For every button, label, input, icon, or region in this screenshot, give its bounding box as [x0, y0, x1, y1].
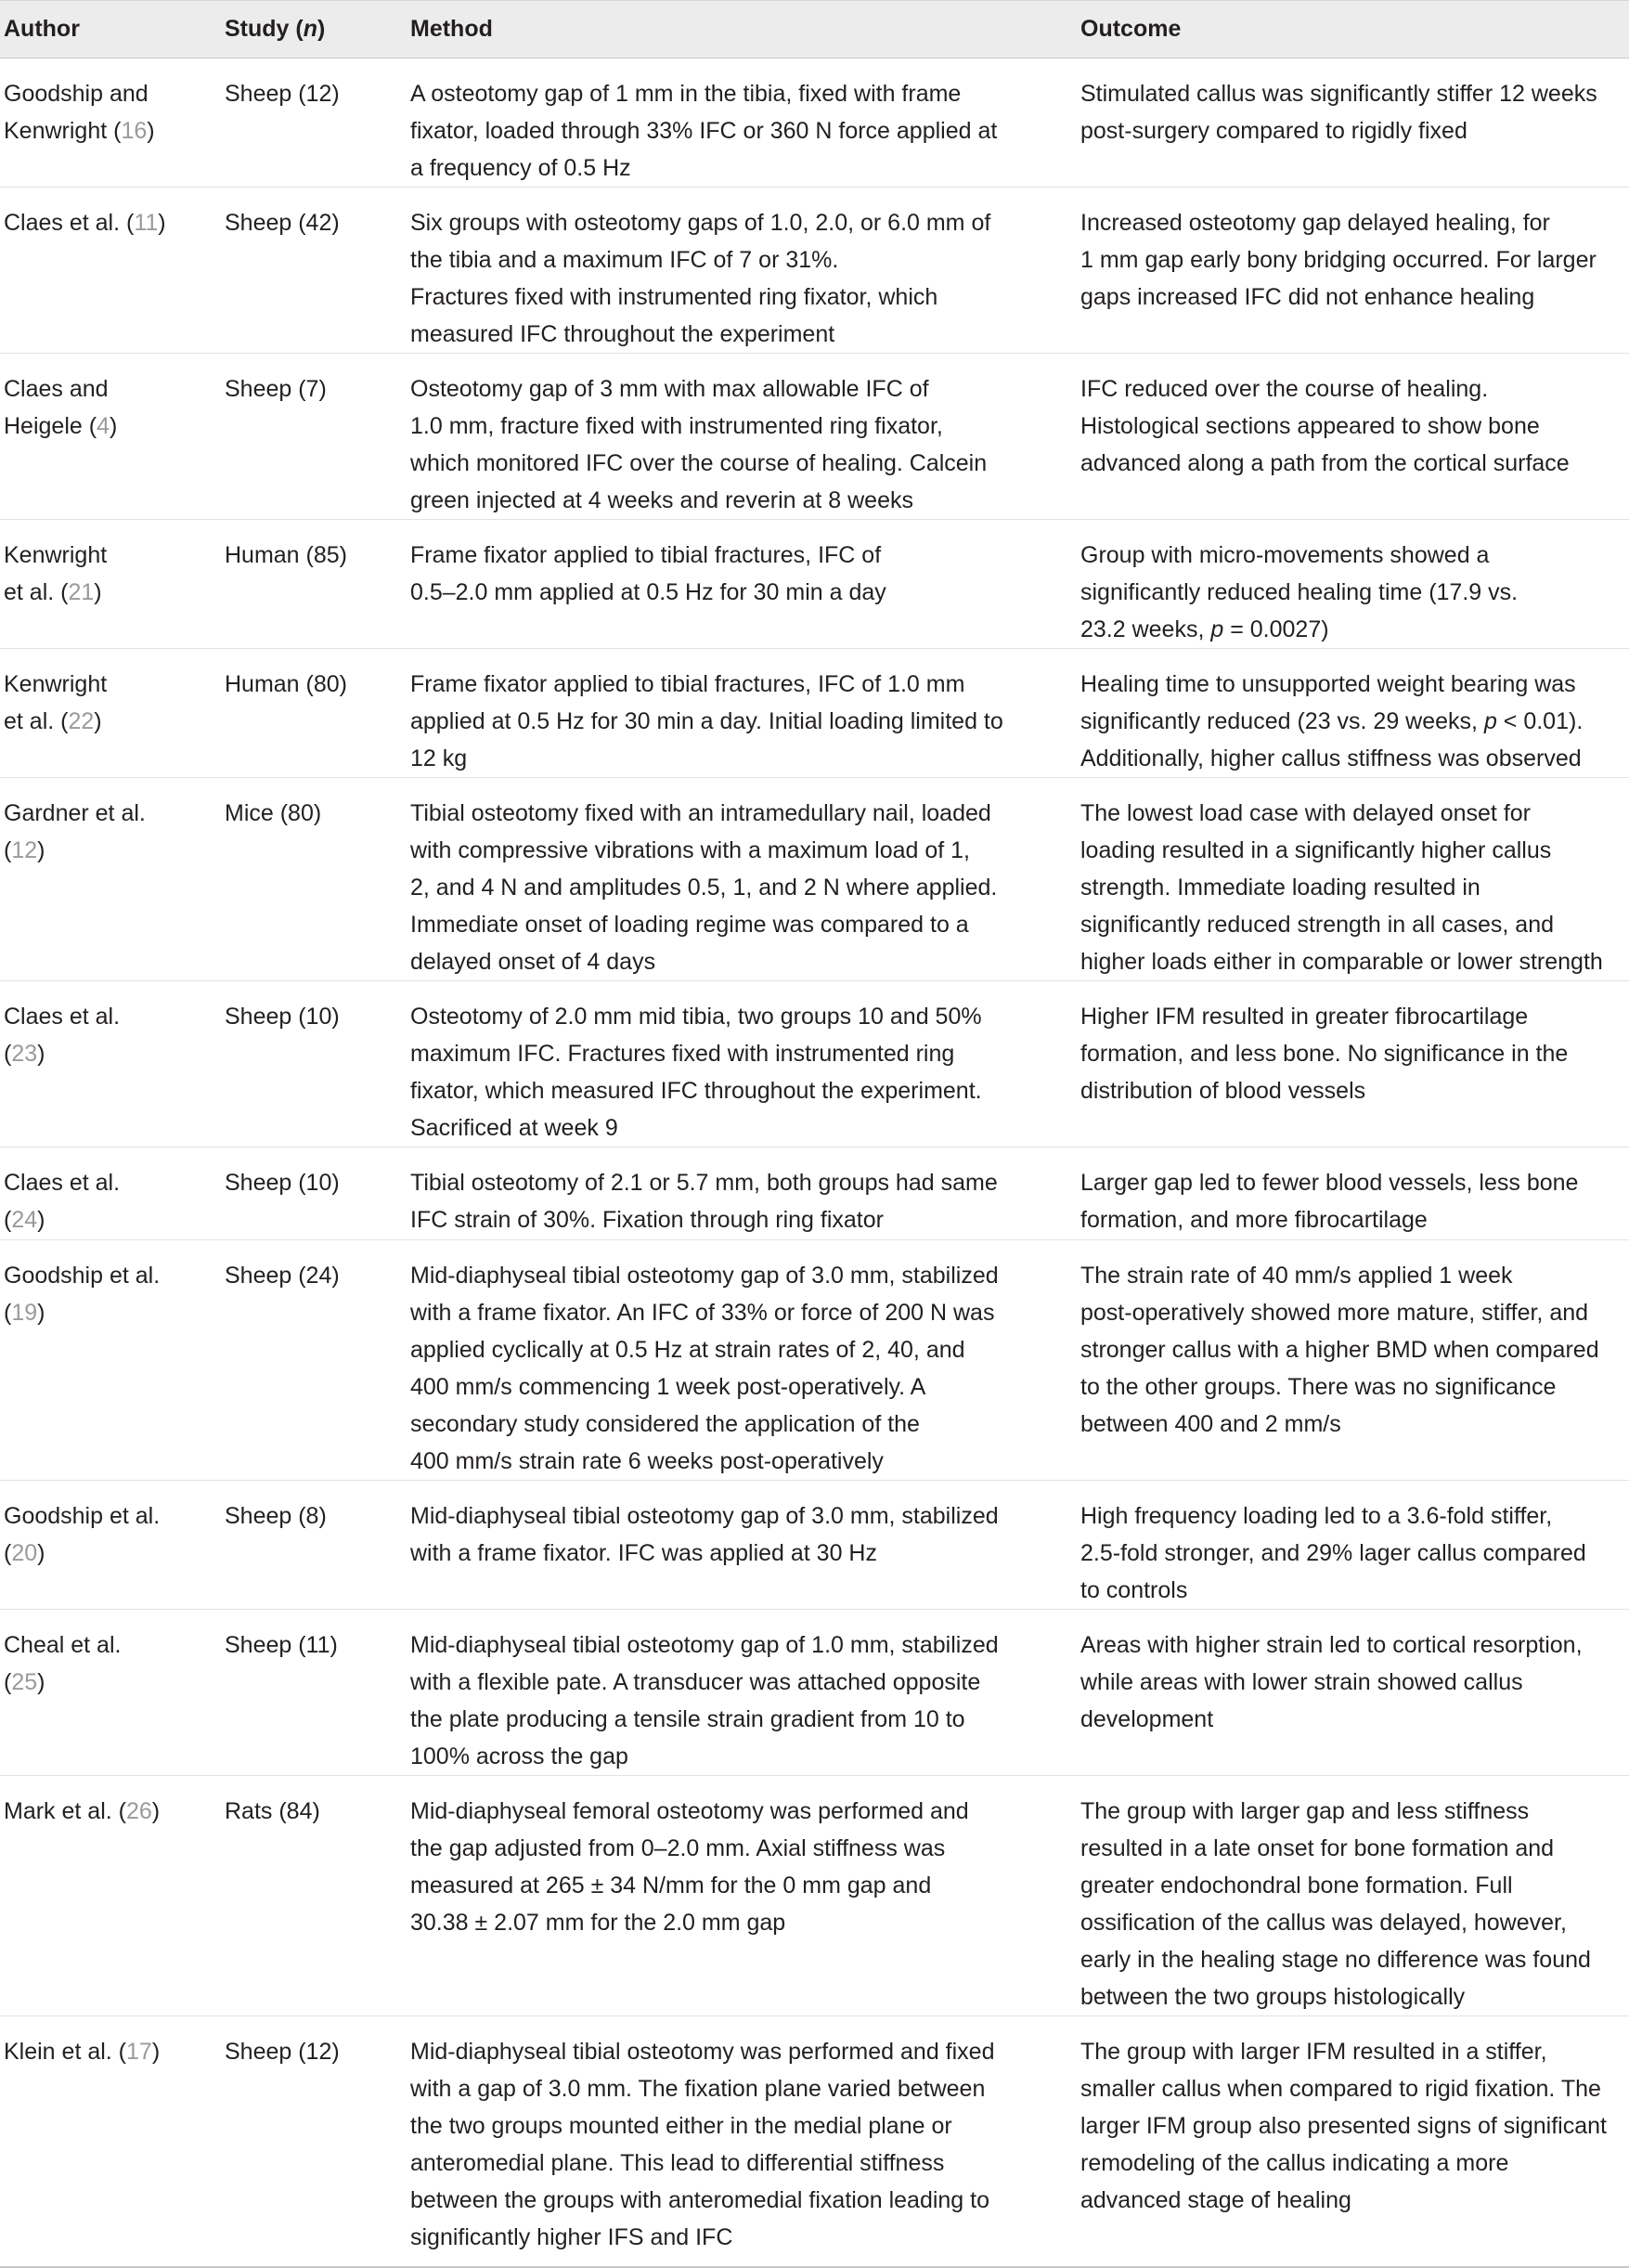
author-name: Kenwright et al. ( [4, 671, 108, 734]
author-text [4, 1632, 121, 1695]
author-text [4, 542, 107, 605]
author-name: Klein et al. ( [4, 2039, 127, 2065]
method-cell: Frame fixator applied to tibial fractures, IFC of 1.0 mm applied at 0.5 Hz for 30 min a day. Initial loading limited to 12 kg [410, 649, 1080, 778]
table-row [0, 1481, 1629, 1610]
study-header-n: n [303, 16, 317, 42]
header-row [0, 1, 1629, 58]
method-cell: Six groups with osteotomy gaps of 1.0, 2.0, or 6.0 mm of the tibia and a maximum IFC of 7 or 31%. Fractures fixed with instrumented ring fixator, which measured IFC throughout the experiment [410, 188, 1080, 354]
author-cell [0, 649, 225, 778]
method-cell: A osteotomy gap of 1 mm in the tibia, fixed with frame fixator, loaded through 33% IFC or 360 N force applied at a frequency of 0.5 Hz [410, 58, 1080, 188]
author-text [4, 800, 146, 863]
author-ref-close: ) [37, 1540, 45, 1566]
author-ref-close: ) [147, 118, 155, 144]
column-header-method: Method [410, 1, 1080, 58]
table-row [0, 2016, 1629, 2267]
study-header-prefix: Study ( [225, 16, 304, 42]
reference-link[interactable]: 22 [68, 708, 95, 734]
p-value-symbol: p [1483, 708, 1497, 734]
study-cell: Human (80) [225, 649, 410, 778]
study-header-suffix: ) [317, 16, 326, 42]
author-ref-close: ) [158, 210, 166, 236]
author-name: Kenwright et al. ( [4, 542, 108, 605]
outcome-cell: Stimulated callus was significantly stiffer 12 weeks post-surgery compared to rigidly fixed [1080, 58, 1629, 188]
method-cell: Mid-diaphyseal femoral osteotomy was performed and the gap adjusted from 0–2.0 mm. Axial stiffness was measured at 265 ± 34 N/mm for the 0 mm gap and 30.38 ± 2.07 mm for the 2.0 mm gap [410, 1776, 1080, 2016]
outcome-cell [1080, 520, 1629, 649]
author-ref-close: ) [94, 708, 102, 734]
outcome-text-end: = 0.0027) [1223, 616, 1329, 642]
table-row [0, 188, 1629, 354]
table-header [0, 1, 1629, 58]
author-ref-close: ) [151, 2039, 161, 2065]
outcome-cell: The group with larger gap and less stiffness resulted in a late onset for bone formation and greater endochondral bone formation. Full ossification of the callus was delayed, however, early in the healing stage no difference was found between the two groups histologically [1080, 1776, 1629, 2016]
reference-link[interactable]: 4 [97, 413, 110, 439]
author-text [4, 1263, 160, 1326]
author-ref-close: ) [109, 413, 118, 439]
author-ref-close: ) [37, 1669, 45, 1695]
p-value-symbol: p [1210, 616, 1224, 642]
study-cell: Sheep (10) [225, 981, 410, 1147]
column-header-author: Author [0, 1, 225, 58]
author-text [4, 210, 166, 236]
outcome-cell: Larger gap led to fewer blood vessels, less bone formation, and more fibrocartilage [1080, 1147, 1629, 1240]
outcome-cell: High frequency loading led to a 3.6-fold stiffer, 2.5-fold stronger, and 29% lager callus compared to controls [1080, 1481, 1629, 1610]
author-name: Claes and Heigele ( [4, 376, 109, 439]
method-cell: Tibial osteotomy fixed with an intramedullary nail, loaded with compressive vibrations with a maximum load of 1, 2, and 4 N and amplitudes 0.5, 1, and 2 N where applied. Immediate onset of loading regime was compared to a delayed onset of 4 days [410, 778, 1080, 981]
author-ref-close: ) [37, 1041, 45, 1067]
table-row [0, 520, 1629, 649]
study-cell: Rats (84) [225, 1776, 410, 2016]
author-text [4, 1503, 160, 1566]
method-cell: Osteotomy gap of 3 mm with max allowable IFC of 1.0 mm, fracture fixed with instrumented ring fixator, which monitored IFC over the course of healing. Calcein green injected at 4 weeks and reverin at 8 weeks [410, 354, 1080, 520]
study-cell: Sheep (8) [225, 1481, 410, 1610]
author-ref-close: ) [37, 1300, 45, 1326]
author-text [4, 1170, 120, 1233]
reference-link[interactable]: 21 [68, 579, 95, 605]
study-cell: Human (85) [225, 520, 410, 649]
outcome-cell: Increased osteotomy gap delayed healing, for 1 mm gap early bony bridging occurred. For larger gaps increased IFC did not enhance healing [1080, 188, 1629, 354]
method-cell: Mid-diaphyseal tibial osteotomy gap of 3.0 mm, stabilized with a frame fixator. IFC was applied at 30 Hz [410, 1481, 1080, 1610]
outcome-text-end: < 0.01). Additionally, higher callus stiffness was observed [1080, 708, 1584, 771]
author-name: Claes et al. ( [4, 210, 135, 236]
author-name: Goodship et al. ( [4, 1263, 161, 1326]
study-cell: Sheep (10) [225, 1147, 410, 1240]
method-cell: Tibial osteotomy of 2.1 or 5.7 mm, both groups had same IFC strain of 30%. Fixation through ring fixator [410, 1147, 1080, 1240]
author-ref-close: ) [37, 837, 45, 863]
table-row [0, 1147, 1629, 1240]
author-name: Claes et al. ( [4, 1004, 121, 1067]
study-cell: Sheep (7) [225, 354, 410, 520]
method-cell: Frame fixator applied to tibial fractures, IFC of 0.5–2.0 mm applied at 0.5 Hz for 30 min a day [410, 520, 1080, 649]
author-cell [0, 1776, 225, 2016]
reference-link[interactable]: 12 [11, 837, 38, 863]
outcome-cell: Areas with higher strain led to cortical resorption, while areas with lower strain showed callus development [1080, 1610, 1629, 1776]
outcome-text: Healing time to unsupported weight bearing was significantly reduced (23 vs. 29 weeks, [1080, 671, 1576, 734]
author-text [4, 2039, 160, 2065]
outcome-cell: The group with larger IFM resulted in a stiffer, smaller callus when compared to rigid fixation. The larger IFM group also presented signs of significant remodeling of the callus indicating a more advanced stage of healing [1080, 2016, 1629, 2267]
table-row [0, 981, 1629, 1147]
study-cell: Sheep (42) [225, 188, 410, 354]
study-cell: Sheep (11) [225, 1610, 410, 1776]
table-row [0, 778, 1629, 981]
author-text [4, 671, 107, 734]
study-cell: Sheep (12) [225, 2016, 410, 2267]
author-ref-close: ) [151, 1798, 161, 1824]
study-cell: Mice (80) [225, 778, 410, 981]
author-cell [0, 778, 225, 981]
table-row [0, 58, 1629, 188]
reference-link[interactable]: 23 [11, 1041, 38, 1067]
author-cell [0, 188, 225, 354]
outcome-cell: The strain rate of 40 mm/s applied 1 week post-operatively showed more mature, stiffer, and stronger callus with a higher BMD when compared to the other groups. There was no significance between 400 and 2 mm/s [1080, 1240, 1629, 1481]
reference-link[interactable]: 17 [126, 2039, 152, 2065]
reference-link[interactable]: 24 [11, 1207, 38, 1233]
method-cell: Mid-diaphyseal tibial osteotomy was performed and fixed with a gap of 3.0 mm. The fixation plane varied between the two groups mounted either in the medial plane or anteromedial plane. This lead to differential stiffness between the groups with anteromedial fixation leading to significantly higher IFS and IFC [410, 2016, 1080, 2267]
column-header-study [225, 1, 410, 58]
study-cell: Sheep (24) [225, 1240, 410, 1481]
author-cell [0, 1610, 225, 1776]
reference-link[interactable]: 11 [134, 210, 159, 236]
author-text [4, 1004, 120, 1067]
author-ref-close: ) [94, 579, 102, 605]
author-cell [0, 1481, 225, 1610]
author-ref-close: ) [37, 1207, 45, 1233]
author-text [4, 81, 155, 144]
table-row [0, 354, 1629, 520]
outcome-cell: Higher IFM resulted in greater fibrocartilage formation, and less bone. No significance in the distribution of blood vessels [1080, 981, 1629, 1147]
author-name: Cheal et al. ( [4, 1632, 122, 1695]
table-body [0, 58, 1629, 2267]
reference-link[interactable]: 20 [11, 1540, 38, 1566]
author-name: Claes et al. ( [4, 1170, 121, 1233]
author-cell [0, 354, 225, 520]
study-cell: Sheep (12) [225, 58, 410, 188]
reference-link[interactable]: 16 [121, 118, 148, 144]
column-header-outcome: Outcome [1080, 1, 1629, 58]
author-cell [0, 981, 225, 1147]
author-name: Goodship and Kenwright ( [4, 81, 149, 144]
table-row [0, 1776, 1629, 2016]
method-cell: Mid-diaphyseal tibial osteotomy gap of 3.0 mm, stabilized with a frame fixator. An IFC of 33% or force of 200 N was applied cyclically at 0.5 Hz at strain rates of 2, 40, and 400 mm/s commencing 1 week post-operatively. A secondary study considered the application of the 400 mm/s strain rate 6 weeks post-operatively [410, 1240, 1080, 1481]
author-cell [0, 1147, 225, 1240]
outcome-cell [1080, 649, 1629, 778]
reference-link[interactable]: 26 [125, 1798, 152, 1824]
author-name: Mark et al. ( [4, 1798, 126, 1824]
table-row [0, 1240, 1629, 1481]
outcome-cell: The lowest load case with delayed onset for loading resulted in a significantly higher callus strength. Immediate loading resulted in significantly reduced strength in all cases, and higher loads either in comparable or lower strength [1080, 778, 1629, 981]
outcome-cell: IFC reduced over the course of healing. Histological sections appeared to show bone advanced along a path from the cortical surface [1080, 354, 1629, 520]
author-text [4, 376, 117, 439]
method-cell: Mid-diaphyseal tibial osteotomy gap of 1.0 mm, stabilized with a flexible pate. A transducer was attached opposite the plate producing a tensile strain gradient from 10 to 100% across the gap [410, 1610, 1080, 1776]
method-cell: Osteotomy of 2.0 mm mid tibia, two groups 10 and 50% maximum IFC. Fractures fixed with instrumented ring fixator, which measured IFC throughout the experiment. Sacrificed at week 9 [410, 981, 1080, 1147]
reference-link[interactable]: 19 [11, 1300, 38, 1326]
author-name: Goodship et al. ( [4, 1503, 161, 1566]
author-text [4, 1798, 160, 1824]
table-row [0, 1610, 1629, 1776]
outcome-text: Group with micro-movements showed a significantly reduced healing time (17.9 vs. 23.2 weeks, [1080, 542, 1519, 642]
reference-link[interactable]: 25 [11, 1669, 38, 1695]
author-cell [0, 2016, 225, 2267]
author-cell [0, 58, 225, 188]
author-cell [0, 1240, 225, 1481]
table-row [0, 649, 1629, 778]
author-name: Gardner et al. ( [4, 800, 146, 863]
author-cell [0, 520, 225, 649]
